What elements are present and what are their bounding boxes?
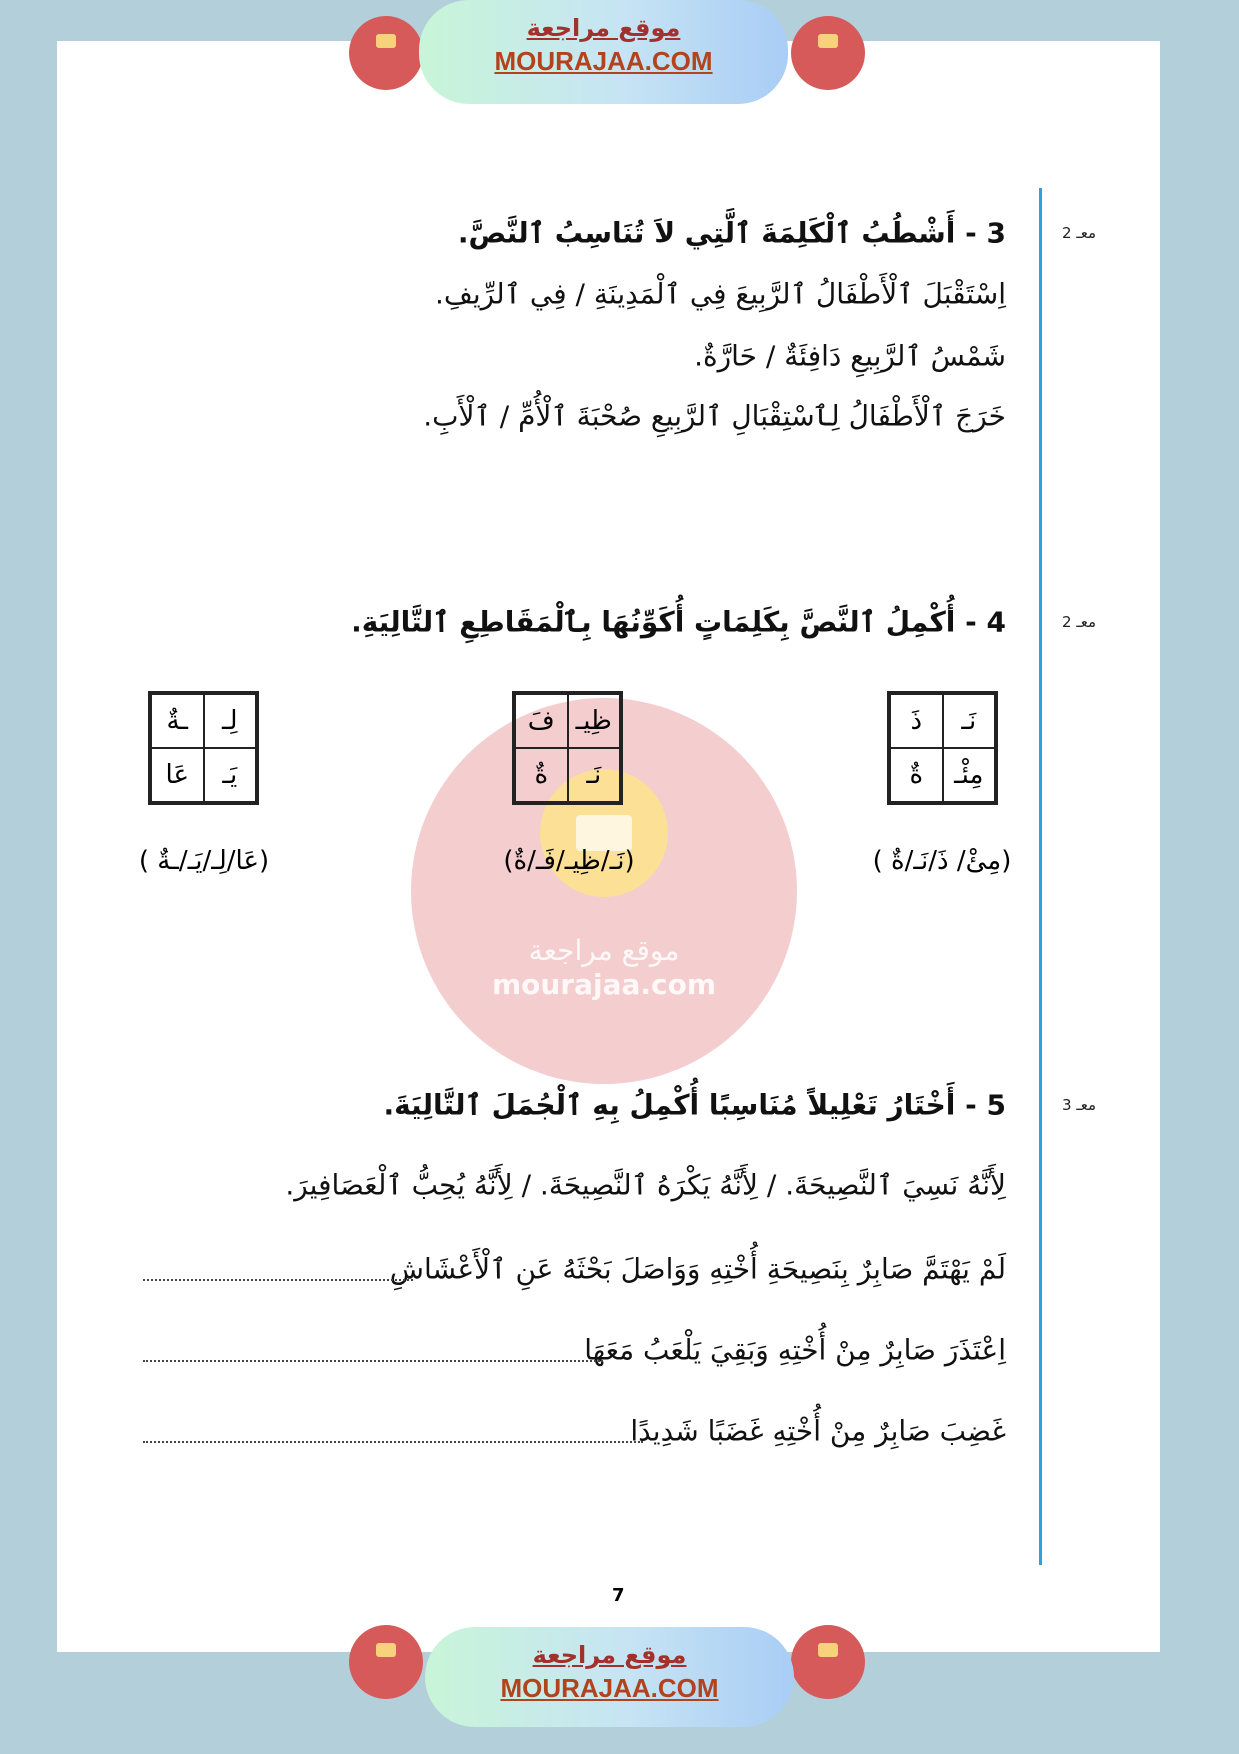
- syllable-cell: فَ: [515, 694, 568, 748]
- q3-line[interactable]: اِسْتَقْبَلَ ٱلْأَطْفَالُ ٱلرَّبِيعَ فِي ٱلْمَدِينَةِ / فِي ٱلرِّيفِ.: [434, 277, 1006, 311]
- syllable-cell: نَـ: [568, 748, 621, 802]
- q5-sentence: غَضِبَ صَابِرٌ مِنْ أُخْتِهِ غَضَبًا شَدِيدًا: [630, 1414, 1006, 1448]
- syllable-cell: ظِيـ: [568, 694, 621, 748]
- site-name-en: MOURAJAA.COM: [500, 1673, 719, 1703]
- syllable-cell: ةٌ: [515, 748, 568, 802]
- syllable-cell: مِئْـ: [943, 748, 996, 802]
- logo-badge-left: [349, 1625, 423, 1699]
- site-banner-header[interactable]: [419, 0, 788, 104]
- q5-options: لِأَنَّهُ نَسِيَ ٱلنَّصِيحَةَ. / لِأَنَّهُ يَكْرَهُ ٱلنَّصِيحَةَ. / لِأَنَّهُ يُحِبُّ ٱلْعَصَافِيرَ.: [285, 1168, 1006, 1202]
- logo-badge-right: [791, 16, 865, 90]
- syllable-cell: لِـ: [204, 694, 257, 748]
- syllable-cell: يَـ: [204, 748, 257, 802]
- syllable-cell: عَا: [151, 748, 204, 802]
- q3-score-label: معـ 2: [1062, 224, 1096, 242]
- site-name-en: MOURAJAA.COM: [494, 46, 713, 76]
- q3-title: 3 - أَشْطُبُ ٱلْكَلِمَةَ ٱلَّتِي لاَ تُنَاسِبُ ٱلنَّصَّ.: [457, 216, 1006, 250]
- answer-blank[interactable]: [143, 1279, 413, 1281]
- answer-blank[interactable]: [143, 1441, 643, 1443]
- book-icon: [376, 34, 396, 48]
- syllable-label: (عَا/لِـ/يَـ/ـةٌ ): [138, 846, 270, 876]
- page-number: 7: [612, 1585, 625, 1606]
- q4-score-label: معـ 2: [1062, 613, 1096, 631]
- q5-score-label: معـ 3: [1062, 1096, 1096, 1114]
- watermark-text-en: mourajaa.com: [491, 968, 717, 1001]
- syllable-cell: ةٌ: [890, 748, 943, 802]
- logo-badge-left: [349, 16, 423, 90]
- q5-sentence: اِعْتَذَرَ صَابِرٌ مِنْ أُخْتِهِ وَبَقِيَ يَلْعَبُ مَعَهَا: [584, 1333, 1006, 1367]
- site-name-ar: موقع مراجعة: [526, 14, 681, 42]
- syllable-grid: [148, 691, 259, 805]
- site-name-ar: موقع مراجعة: [532, 1641, 687, 1669]
- book-icon: [818, 1643, 838, 1657]
- syllable-grid: [512, 691, 623, 805]
- logo-badge-right: [791, 1625, 865, 1699]
- watermark-text-ar: موقع مراجعة: [528, 934, 680, 967]
- answer-blank[interactable]: [143, 1360, 603, 1362]
- syllable-cell: ذَ: [890, 694, 943, 748]
- syllable-cell: ـةٌ: [151, 694, 204, 748]
- q3-line[interactable]: خَرَجَ ٱلْأَطْفَالُ لِٱسْتِقْبَالِ ٱلرَّبِيعِ صُحْبَةَ ٱلْأُمِّ / ٱلْأَبِ.: [423, 399, 1006, 433]
- q5-sentence: لَمْ يَهْتَمَّ صَابِرٌ بِنَصِيحَةِ أُخْتِهِ وَوَاصَلَ بَحْثَهُ عَنِ ٱلْأَعْشَاشِ: [389, 1252, 1006, 1286]
- syllable-label: (نَـ/ظِيـ/فَـ/ةٌ): [503, 846, 635, 876]
- syllable-label: (مِئْ/ ذَ/نَـ/ةٌ ): [872, 846, 1012, 876]
- q5-title: 5 - أَخْتَارُ تَعْلِيلاً مُنَاسِبًا أُكْمِلُ بِهِ ٱلْجُمَلَ ٱلتَّالِيَةَ.: [383, 1088, 1006, 1122]
- q3-line[interactable]: شَمْسُ ٱلرَّبِيعِ دَافِئَةٌ / حَارَّةٌ.: [694, 339, 1006, 373]
- syllable-cell: نَـ: [943, 694, 996, 748]
- syllable-grid: [887, 691, 998, 805]
- site-banner-footer[interactable]: [425, 1627, 794, 1727]
- margin-divider: [1039, 188, 1042, 1565]
- q4-title: 4 - أُكْمِلُ ٱلنَّصَّ بِكَلِمَاتٍ أُكَوِّنُهَا بِٱلْمَقَاطِعِ ٱلتَّالِيَةِ.: [351, 605, 1006, 639]
- book-icon: [818, 34, 838, 48]
- book-icon: [376, 1643, 396, 1657]
